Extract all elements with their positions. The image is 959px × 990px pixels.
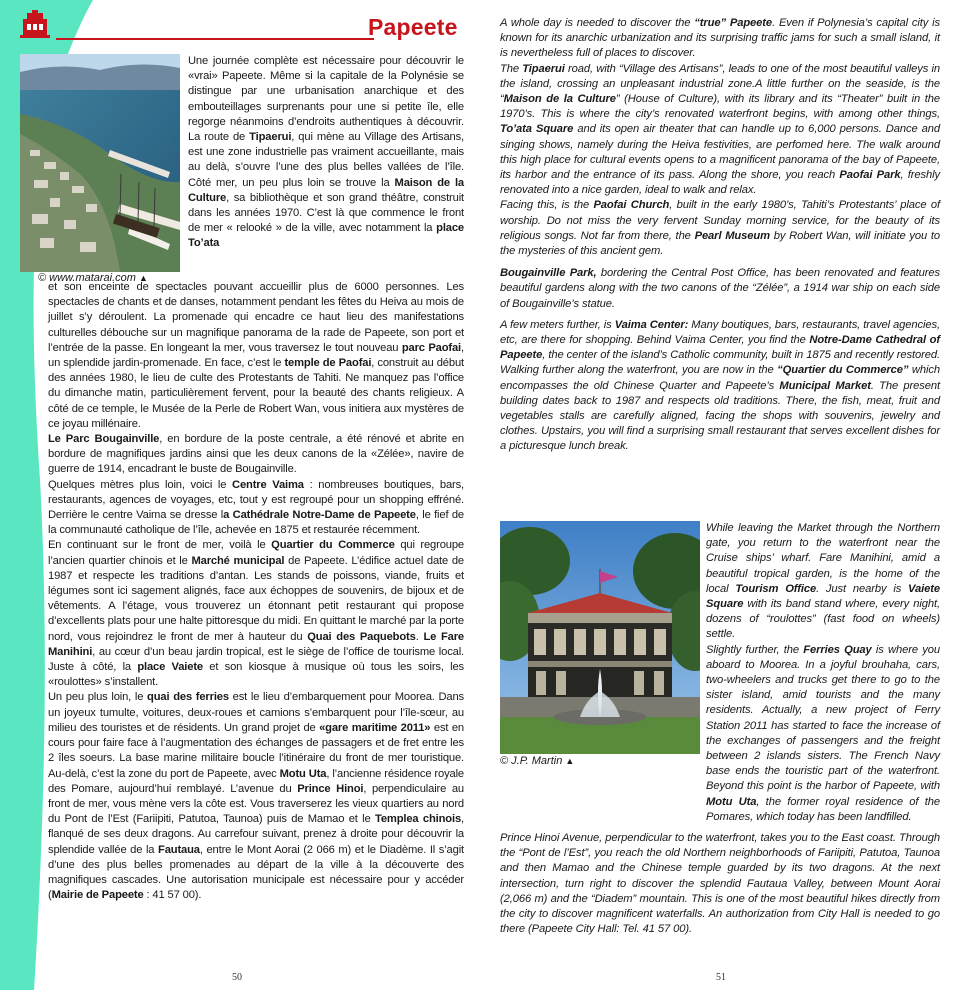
text-run: En continuant sur le front de mer, voilà le: [48, 539, 272, 552]
bold-term: Paofai Church: [593, 199, 670, 212]
bold-term: Motu Uta: [279, 767, 327, 780]
text-run: qui regroupe l’ancien quartier chinois et le: [48, 539, 464, 567]
right-page-number: 51: [716, 972, 726, 983]
text-run: , qui mène au Village des Artisans, est une zone industrielle pas vraiment accueillante, mais au delà, s’ouvre l’une des plus belles vallées de l’île. Côté mer, un peu plus loin se trouve la: [188, 131, 464, 189]
left-text-block-main: [48, 280, 464, 903]
text-run: A whole day is needed to discover the: [500, 17, 695, 29]
bold-term: Fautaua: [158, 843, 200, 856]
bold-term: Motu Uta: [706, 795, 757, 808]
right-text-block-bottom: [500, 825, 940, 937]
right-paragraph-8: [500, 831, 940, 937]
left-paragraph-1a: [188, 54, 464, 252]
bold-term: Templea chinois: [374, 813, 462, 826]
text-run: .: [415, 630, 424, 643]
right-photo-credit: [500, 755, 574, 767]
bold-term: Marché municipal: [191, 554, 285, 567]
bold-term: Paofai Park: [839, 169, 901, 182]
left-text-block-top: [188, 54, 464, 252]
text-run: , construit au début des années 1980, le lieu de culte des Protestants de Tahiti. Ne manquez pas l’office du dimanche matin, particulièrement fervent, pour la beauté des chants religieux. A côté de ce temple, le Musée de la Perle de Robert Wan, vous initiera aux mystères de ce joyau millénaire.: [48, 357, 464, 430]
text-run: , sa bibliothèque et son grand théâtre, construit dans les années 1970. C’est là que commence le front de mer « relooké » de la ville, avec notamment la: [188, 191, 464, 235]
text-run: Quelques mètres plus loin, voici le: [48, 478, 233, 491]
right-paragraph-4: [500, 266, 940, 312]
bold-term: “true” Papeete: [694, 17, 773, 29]
text-run: , flanqué de ses deux dragons. Au carrefour suivant, prenez à droite pour découvrir la splendide vallée de la: [48, 813, 464, 856]
left-photo-credit-text: © www.matarai.com: [38, 272, 136, 284]
left-paragraph-5: [48, 690, 464, 903]
bold-term: a Cathédrale Notre-Dame de Papeete: [223, 509, 416, 522]
text-run: . Just nearby is: [816, 582, 909, 595]
bold-term: Le Parc Bougainville: [48, 433, 160, 446]
bold-term: Tourism Office: [735, 582, 817, 595]
right-text-block-beside-photo: [706, 521, 940, 825]
bold-term: Prince Hinoi: [297, 782, 364, 795]
bold-term: «gare maritime 2011»: [319, 721, 431, 734]
bold-term: Vaima Center:: [614, 318, 689, 331]
right-paragraph-7a: [706, 643, 940, 825]
bold-term: Quartier du Commerce: [271, 539, 395, 552]
bold-term: Tipaerui: [249, 131, 292, 144]
text-run: Slightly further, the: [706, 643, 804, 656]
text-run: A few meters further, is: [500, 318, 615, 331]
text-run: Un peu plus loin, le: [48, 691, 148, 704]
text-run: While leaving the Market through the Northern gate, you return to the waterfront near the Cruise ships’ wharf. Fare Manihini, amid a beautiful tropical garden, is the home of the local: [706, 522, 940, 595]
text-run: , le fief de la communauté catholique de l’île, achevée en 1875 et restaurée récemment.: [48, 509, 464, 537]
right-paragraph-5: [500, 318, 940, 455]
text-run: . The present building dates back to 1987 and respects old traditions. There, the fish, meat, fruit and vegetables stalls are carefully aligned, facing the shops with souvenirs, jewelry and clothes. Upstairs, you will find a surprising small restaurant that serves excellent dishes for a picturesque lunch break.: [500, 379, 940, 453]
text-run: , the center of the island’s Catholic community, built in 1875 and recently restored. Walking further along the waterfront, you are now in the: [500, 349, 940, 377]
page-title: Papeete: [368, 14, 458, 40]
text-run: , au cœur d’un beau jardin tropical, est le siège de l’office de tourisme local. Juste à côté, la: [48, 645, 464, 674]
text-run: , entre le Mont Aorai (2 066 m) et le Diadème. Il s’agit d’une des plus belles promenades au départ de la ville à la découverte des magnifiques cascades. Une autorisation municipale est nécessaire pour y accéder (: [48, 843, 464, 902]
bold-term: Tipaerui: [522, 62, 565, 75]
bold-term: quai des ferries: [147, 691, 229, 704]
triangle-icon: ▲: [139, 273, 148, 283]
bold-term: Quai des Paquebots: [307, 630, 416, 643]
right-paragraph-1: [500, 16, 940, 62]
right-text-block-top: [500, 16, 940, 455]
text-run: est en cours pour faire face à l’augmentation des échanges de passagers et de fret entre les 2 îles soeurs. La base marine militaire boucle l’itinéraire du front de mer touristique. Au-delà, c’est la zone du port de Papeete, avec: [48, 721, 464, 780]
bold-term: place Vaiete: [137, 661, 203, 674]
text-run: et son kiosque à musique où tous les soirs, les «roulottes» s’installent.: [48, 661, 464, 689]
bold-term: To’ata Square: [500, 123, 574, 136]
left-paragraph-1b: [48, 280, 464, 432]
text-run: is where you aboard to Moorea. In a joyful brouhaha, cars, two-wheelers and trucks get there to go to the sister island, amid tourists and the many residents. Actually, a new project of Ferry Station 2011 has started to face the increase of the exchanges of passengers and the freight between 2 islands sisters. The French Navy base ends the touristic part of the waterfront. Beyond this point is the harbor of Papeete, with: [706, 643, 940, 793]
bold-term: Pearl Museum: [694, 229, 770, 242]
text-run: which encompasses the old Chinese Quarter and Papeete’s: [500, 364, 940, 392]
text-run: by Robert Wan, will initiate you to the mysteries of this ancient gem.: [500, 229, 940, 258]
bold-term: Municipal Market: [779, 379, 871, 392]
bold-term: Ferries Quay: [803, 643, 872, 656]
text-run: Une journée complète est nécessaire pour découvrir le «vrai» Papeete. Même si la capitale de la Polynésie se distingue par une urbanisation anarchique et des embouteillages surprenants pour une si petite île, elle regorge néanmoins d’endroits authentiques à découvrir. La route de: [188, 55, 464, 144]
text-run: de Papeete. L’édifice actuel date de 1987 et respecte les traditions d’antan. Les stands de poissons, viande, fruits et légumes sont ici sagement alignés, face aux échoppes de souvenirs, de bijoux et de vêtements. A l’étage, vous trouverez un étonnant petit restaurant qui propose d’excellents plats pour une halte pittoresque du midi. En quittant le marché par la porte nord, vous rejoindrez le front de mer à hauteur du: [48, 554, 464, 643]
left-paragraph-4: [48, 538, 464, 690]
bold-term: Le Fare Manihini: [48, 630, 464, 658]
bold-term: parc Paofai: [401, 341, 462, 354]
text-run: : 41 57 00).: [143, 889, 202, 902]
text-run: est le lieu d’embarquement pour Moorea. Dans un joyeux tumulte, voitures, deux-roues et camions s’embarquent pour l’île-sœur, au milieu des touristes et de résidents. Un grand projet de: [48, 691, 464, 734]
text-run: Prince Hinoi Avenue, perpendicular to the waterfront, takes you to the East coast. Through the “Pont de l’Est”, you reach the old Northern neighborhoods of Fariipiti, Patutoa, Taunoa and then Mamao and the Chinese temple guarded by its two dragons. At the next intersection, turn right to discover the splendid Fautaua Valley, between Mount Aorai (2,066 m) and the “Diadem” mountain. This is one of the most beautiful hikes directly from the city to discover magnificent waterfalls. An authorization from City Hall is needed to go there (Papeete City Hall: Tel. 41 57 00).: [500, 832, 940, 936]
text-run: road, with “Village des Artisans”, leads to one of the most beautiful valleys in the island, crossing an unpleasant industrial zone.A little further on the seaside, is the “: [500, 62, 940, 106]
text-run: , l’ancienne résidence royale des Pomare, aujourd’hui remblayé. L’avenue du: [48, 767, 464, 795]
text-run: The: [500, 62, 523, 75]
text-run: and its open air theater that can handle up to 6,000 persons. Dance and singing shows, namely during the Heiva festivities, are perfomed here. The walk around this high place for cultural events opens to a magnificent panorama of the bay of Papeete, its harbor and the entrance of its pass. Along the shore, you reach: [500, 123, 940, 182]
colonial-building-photo: [500, 521, 700, 754]
text-run: , the former royal residence of the Pomares, which today has been landfilled.: [706, 795, 940, 823]
text-run: , en bordure de la poste centrale, a été rénové et abrite en bordure de magnifiques jardins ainsi que les deux canons de la «Zélée», navire de guerre de 1914, encadrant le buste de Bougainville.: [48, 433, 464, 476]
text-run: bordering the Central Post Office, has been renovated and features beautiful gardens along with the two canons of the “Zélée”, a 1914 war ship on each side of Bougainville’s statue.: [500, 267, 940, 310]
text-run: , un splendide jardin-promenade. En face, c’est le: [48, 341, 464, 370]
left-paragraph-2: [48, 432, 464, 478]
text-run: : nombreuses boutiques, bars, restaurants, agences de voyages, etc, tout y est regroupé pour un shopping effréné. Derrière le centre Vaima se dresse l: [48, 478, 465, 522]
text-run: ” (House of Culture), with its library and its “Theater” built in the 1970’s. This is where the city’s renovated waterfront begins, with among other things,: [500, 93, 940, 121]
left-paragraph-3: [48, 478, 464, 539]
right-photo-credit-text: © J.P. Martin: [500, 755, 563, 767]
bold-term: temple de Paofai: [284, 357, 372, 370]
building-icon: [20, 10, 50, 38]
bold-term: “Quartier du Commerce”: [777, 364, 909, 377]
bold-term: Notre-Dame Cathedral of Papeete: [500, 334, 940, 362]
bold-term: Mairie de Papeete: [51, 889, 144, 902]
harbor-aerial-photo: [20, 54, 180, 272]
bold-term: Maison de la Culture: [503, 93, 616, 106]
triangle-icon: ▲: [565, 756, 575, 766]
right-paragraph-2: [500, 62, 940, 199]
bold-term: Centre Vaima: [232, 478, 304, 491]
left-page-number: 50: [232, 972, 242, 983]
bold-term: Bougainville Park,: [500, 267, 597, 280]
right-paragraph-3: [500, 198, 940, 259]
title-rule: [56, 38, 374, 40]
text-run: Facing this, is the: [500, 199, 594, 212]
bold-term: Maison de la Culture: [188, 176, 465, 204]
text-run: with its band stand where, every night, dozens of “roulottes” (fast food on wheels) settle.: [706, 598, 940, 641]
text-run: . Even if Polynesia’s capital city is known for its anarchic urbanization and its surprising traffic jams for such a small island, it is nevertheless full of places to discover.: [500, 17, 940, 60]
bold-term: Vaiete Square: [706, 582, 940, 611]
text-run: , perpendiculaire au front de mer, vous mène vers la côte est. Vous traverserez les vieux quartiers au nord du Pont de l’Est (Fariipiti, Patutoa, Taunoa) puis de Mamao et le: [48, 782, 464, 826]
bold-term: place To’ata: [188, 222, 464, 250]
text-run: , freshly renovated into a nice garden, ideal to walk and relax.: [500, 169, 940, 197]
text-run: , built in the early 1980’s, Tahiti’s Protestants’ place of worship. Do not miss the very fervent Sunday morning service, for the beauty of its religious songs. Not far from there, the: [500, 199, 940, 242]
text-run: et son enceinte de spectacles pouvant accueillir plus de 6000 personnes. Les spectacles de chants et de danses, notamment pendant les fêtes du Heiva au mois de juillet s’y déroulent. La promenade qui encadre ce haut lieu des manifestations culturelles débouche sur un magnifique panorama de la rade de Papeete, son port et l’entrée de la passe. En longeant la mer, vous traversez le tout nouveau: [48, 281, 464, 354]
right-paragraph-6: [706, 521, 940, 643]
text-run: Many boutiques, bars, restaurants, travel agencies, etc, are there for shopping. Behind Vaima Center, you find the: [500, 318, 940, 347]
